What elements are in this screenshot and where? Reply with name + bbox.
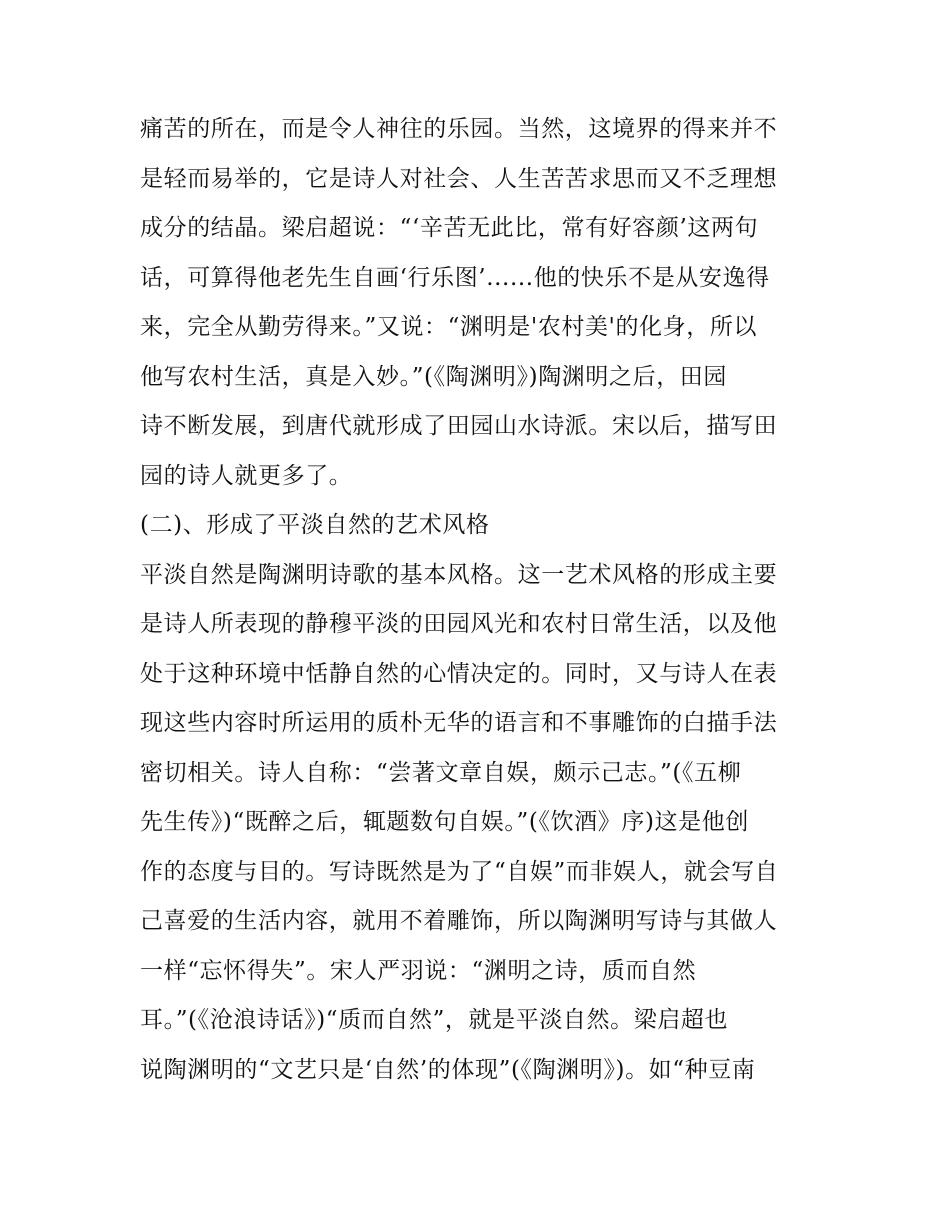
text-line: 园的诗人就更多了。: [140, 462, 353, 489]
body-text: [140, 105, 830, 1095]
text-line: 现这些内容时所运用的质朴无华的语言和不事雕饰的白描手法: [140, 710, 778, 736]
text-line: 一样“忘怀得失”。宋人严羽说：“渊明之诗，质而自然: [140, 957, 697, 984]
section-heading: (二)、形成了平淡自然的艺术风格: [140, 512, 490, 538]
text-line: 他写农村生活，真是入妙。”(《陶渊明》)陶渊明之后，田园: [140, 363, 728, 390]
text-line: 痛苦的所在，而是令人神往的乐园。当然，这境界的得来并不: [140, 116, 778, 142]
text-line: 己喜爱的生活内容，就用不着雕饰，所以陶渊明写诗与其做人: [140, 908, 778, 934]
text-line: 是诗人所表现的静穆平淡的田园风光和农村日常生活，以及他: [140, 611, 778, 637]
text-line: 来，完全从勤劳得来。”又说：“渊明是'农村美'的化身，所以: [140, 314, 758, 340]
text-line: 成分的结晶。梁启超说：“‘辛苦无此比，常有好容颜’这两句: [140, 215, 759, 241]
text-line: 是轻而易举的，它是诗人对社会、人生苦苦求思而又不乏理想: [140, 165, 778, 192]
text-line: 话，可算得他老先生自画‘行乐图’......他的快乐不是从安逸得: [140, 264, 770, 291]
text-line: 作的态度与目的。写诗既然是为了“自娱”而非娱人，就会写自: [140, 858, 779, 885]
text-line: 诗不断发展，到唐代就形成了田园山水诗派。宋以后，描写田: [140, 413, 778, 439]
text-line: 说陶渊明的“文艺只是‘自然’的体现”(《陶渊明》)。如“种豆南: [140, 1056, 756, 1083]
text-line: 耳。”(《沧浪诗话》)“质而自然”，就是平淡自然。梁启超也: [140, 1007, 729, 1033]
text-line: 密切相关。诗人自称：“尝著文章自娱，颇示己志。”(《五柳: [140, 759, 742, 786]
text-line: 处于这种环境中恬静自然的心情决定的。同时，又与诗人在表: [140, 660, 778, 687]
text-line: 先生传》)“既醉之后，辄题数句自娱。”(《饮酒》序)这是他创: [140, 809, 749, 835]
text-line: 平淡自然是陶渊明诗歌的基本风格。这一艺术风格的形成主要: [140, 561, 778, 588]
